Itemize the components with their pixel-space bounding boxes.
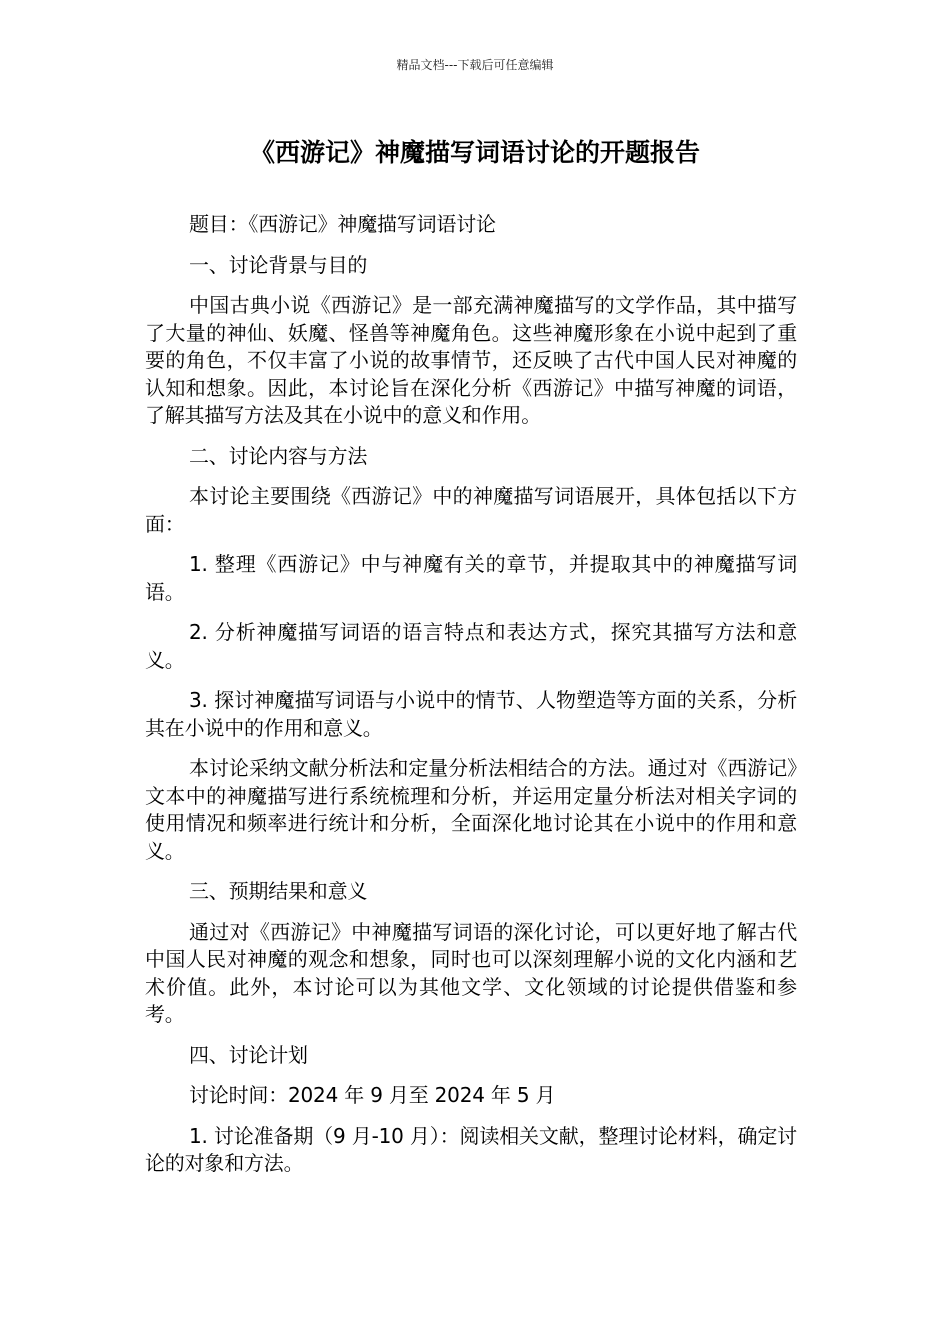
content-item-3: 3. 探讨神魔描写词语与小说中的情节、人物塑造等方面的关系，分析其在小说中的作用和意义。: [145, 688, 797, 740]
section-heading-background: 一、讨论背景与目的: [189, 252, 368, 277]
document-title: 《西游记》神魔描写词语讨论的开题报告: [249, 138, 700, 167]
section-heading-content-method: 二、讨论内容与方法: [189, 443, 368, 468]
content-intro-paragraph: 本讨论主要围绕《西游记》中的神魔描写词语展开，具体包括以下方面：: [145, 484, 797, 536]
content-item-2: 2. 分析神魔描写词语的语言特点和表达方式，探究其描写方法和意义。: [145, 620, 797, 672]
document-body: [145, 211, 797, 1191]
plan-time-line: 讨论时间：2024 年 9 月至 2024 年 5 月: [189, 1083, 556, 1107]
section-heading-plan: 四、讨论计划: [189, 1042, 308, 1067]
topic-line: 题目：《西游记》神魔描写词语讨论: [189, 212, 496, 236]
plan-item-1: 1. 讨论准备期（9 月-10 月）：阅读相关文献，整理讨论材料，确定讨论的对象和方法。: [145, 1123, 797, 1175]
method-paragraph: 本讨论采纳文献分析法和定量分析法相结合的方法。通过对《西游记》文本中的神魔描写进行系统梳理和分析，并运用定量分析法对相关字词的使用情况和频率进行统计和分析，全面深化地讨论其在小说中的作用和意义。: [145, 756, 797, 863]
page-header-note: 精品文档---下载后可任意编辑: [396, 58, 554, 72]
background-paragraph: 中国古典小说《西游记》是一部充满神魔描写的文学作品，其中描写了大量的神仙、妖魔、怪兽等神魔角色。这些神魔形象在小说中起到了重要的角色，不仅丰富了小说的故事情节，还反映了古代中国人民对神魔的认知和想象。因此，本讨论旨在深化分析《西游记》中描写神魔的词语，了解其描写方法及其在小说中的意义和作用。: [145, 293, 797, 427]
content-item-1: 1. 整理《西游记》中与神魔有关的章节，并提取其中的神魔描写词语。: [145, 552, 797, 604]
section-heading-expected-results: 三、预期结果和意义: [189, 879, 368, 903]
expected-results-paragraph: 通过对《西游记》中神魔描写词语的深化讨论，可以更好地了解古代中国人民对神魔的观念和想象，同时也可以深刻理解小说的文化内涵和艺术价值。此外，本讨论可以为其他文学、文化领域的讨论提供借鉴和参考。: [145, 919, 797, 1026]
